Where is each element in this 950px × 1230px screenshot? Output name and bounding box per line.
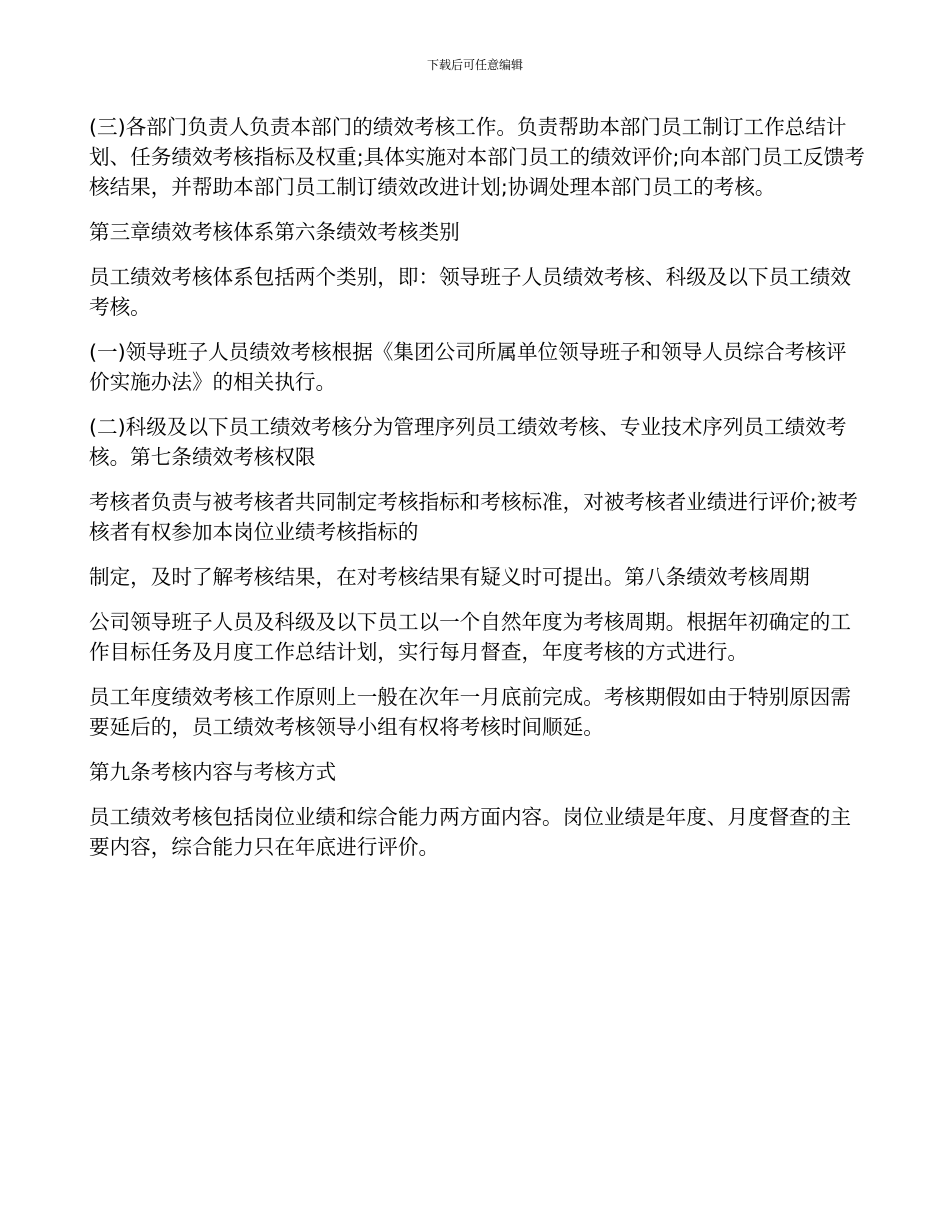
paragraph-leadership-assessment: (一)领导班子人员绩效考核根据《集团公司所属单位领导班子和领导人员综合考核评价实施办法》的相关执行。 (89, 340, 847, 394)
document-body (89, 112, 867, 877)
paragraph-cycle: 公司领导班子人员及科级及以下员工以一个自然年度为考核周期。根据年初确定的工作目标任务及月度工作总结计划，实行每月督查，年度考核的方式进行。 (89, 610, 851, 664)
chapter-heading: 第三章绩效考核体系第六条绩效考核类别 (89, 220, 460, 244)
page-header: 下载后可任意编辑 (426, 58, 523, 72)
paragraph-staff-assessment: (二)科级及以下员工绩效考核分为管理序列员工绩效考核、专业技术序列员工绩效考核。第七条绩效考核权限 (89, 415, 847, 469)
paragraph-authority: 考核者负责与被考核者共同制定考核指标和考核标准，对被考核者业绩进行评价;被考核者有权参加本岗位业绩考核指标的 (89, 490, 858, 544)
paragraph-authority-continued: 制定，及时了解考核结果，在对考核结果有疑义时可提出。第八条绩效考核周期 (89, 565, 810, 589)
paragraph-categories: 员工绩效考核体系包括两个类别，即：领导班子人员绩效考核、科级及以下员工绩效考核。 (89, 265, 851, 319)
paragraph-responsibilities: (三)各部门负责人负责本部门的绩效考核工作。负责帮助本部门员工制订工作总结计划、任务绩效考核指标及权重;具体实施对本部门员工的绩效评价;向本部门员工反馈考核结果，并帮助本部门员工制订绩效改进计划;协调处理本部门员工的考核。 (89, 115, 865, 199)
paragraph-deadline: 员工年度绩效考核工作原则上一般在次年一月底前完成。考核期假如由于特别原因需要延后的，员工绩效考核领导小组有权将考核时间顺延。 (89, 685, 851, 739)
article-nine-heading: 第九条考核内容与考核方式 (89, 760, 337, 784)
paragraph-content-method: 员工绩效考核包括岗位业绩和综合能力两方面内容。岗位业绩是年度、月度督查的主要内容，综合能力只在年底进行评价。 (89, 805, 851, 859)
